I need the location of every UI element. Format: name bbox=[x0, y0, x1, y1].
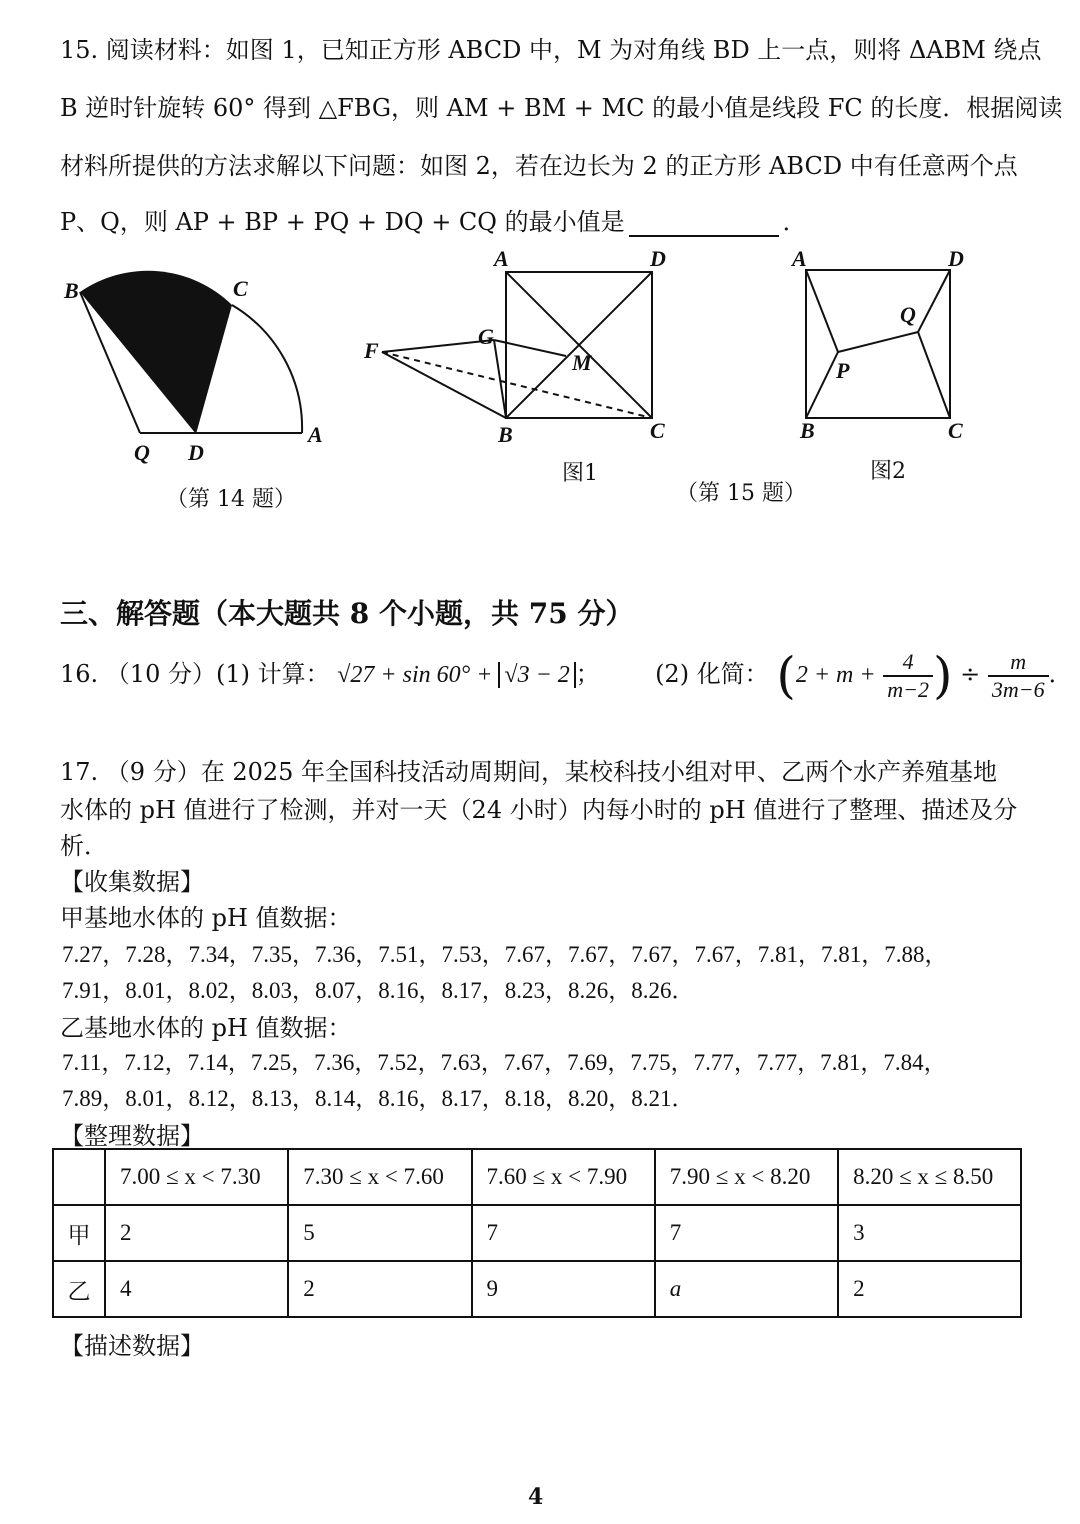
q16-fraction-2 bbox=[988, 649, 1049, 703]
segment-cq bbox=[918, 332, 950, 418]
table-cell: 7 bbox=[655, 1205, 838, 1261]
q16-f1-num: 4 bbox=[883, 649, 933, 677]
q16-fraction-1 bbox=[883, 649, 933, 703]
fig2-caption: 图2 bbox=[870, 459, 906, 484]
fig14-label-d: D bbox=[188, 440, 204, 465]
shaded-sector bbox=[80, 271, 232, 434]
fig1-label-m: M bbox=[572, 350, 592, 375]
q17-line1: 17. （9 分）在 2025 年全国科技活动周期间，某校科技小组对甲、乙两个水产养殖基地 bbox=[60, 758, 998, 786]
q16-expr: 2 + m + bbox=[795, 662, 876, 688]
yi-title: 乙基地水体的 pH 值数据： bbox=[60, 1014, 352, 1042]
figure-15-2 bbox=[796, 260, 966, 430]
figure-14 bbox=[60, 270, 350, 470]
q16-div: ÷ bbox=[960, 660, 981, 688]
table-cell: 2 bbox=[838, 1261, 1021, 1317]
q17-line3: 析． bbox=[60, 832, 108, 860]
q16-f2-num: m bbox=[988, 649, 1049, 677]
q16-abs: √3 − 2 bbox=[498, 662, 575, 688]
yi-data-line2: 7.89，8.01，8.12，8.13，8.14，8.16，8.17，8.18，8.20，8.21． bbox=[62, 1086, 695, 1111]
table-cell: 8.20 ≤ x ≤ 8.50 bbox=[838, 1149, 1021, 1205]
fig15-caption: （第 15 题） bbox=[676, 481, 806, 506]
fig14-label-c: C bbox=[233, 276, 248, 301]
segment-bp bbox=[806, 352, 838, 418]
segment-ap bbox=[806, 270, 838, 352]
q16-part1: √27 + sin 60° + bbox=[337, 662, 499, 688]
yi-data-line1: 7.11，7.12，7.14，7.25，7.36，7.52，7.63，7.67，7.69，7.75，7.77，7.77，7.81，7.84， bbox=[62, 1050, 947, 1075]
table-cell: 7.60 ≤ x < 7.90 bbox=[472, 1149, 655, 1205]
table-cell: 5 bbox=[288, 1205, 471, 1261]
q16-f1-den: m−2 bbox=[887, 676, 929, 702]
table-row bbox=[53, 1261, 1021, 1317]
q16-part1-end: ； bbox=[575, 660, 600, 688]
segment-fb bbox=[382, 352, 506, 418]
describe-heading: 【描述数据】 bbox=[60, 1332, 204, 1360]
q16: 16. （10 分）(1) 计算： √27 + sin 60° + √3 − 2 ； (2) 化简： (2 + m + $\frac{4}{m-2}$ ) ÷ $\frac{m}{3m-6}$ ． bbox=[60, 646, 1073, 705]
fig14-label-b: B bbox=[64, 278, 79, 303]
fig1-label-a: A bbox=[494, 246, 509, 271]
table-cell: 2 bbox=[288, 1261, 471, 1317]
table-cell: 3 bbox=[838, 1205, 1021, 1261]
q16-f2-den: 3m−6 bbox=[991, 676, 1045, 702]
q15-line2: B 逆时针旋转 60° 得到 △FBG，则 AM + BM + MC 的最小值是线段 FC 的长度．根据阅读 bbox=[60, 94, 1063, 122]
table-cell: 7.30 ≤ x < 7.60 bbox=[288, 1149, 471, 1205]
table-cell: 4 bbox=[105, 1261, 288, 1317]
table-cell: 7.90 ≤ x < 8.20 bbox=[655, 1149, 838, 1205]
jia-title: 甲基地水体的 pH 值数据： bbox=[60, 904, 352, 932]
table-cell bbox=[53, 1149, 105, 1205]
fig1-label-g: G bbox=[478, 324, 494, 349]
table-row bbox=[53, 1205, 1021, 1261]
fig2-label-q: Q bbox=[900, 302, 916, 327]
fig2-label-c: C bbox=[948, 418, 963, 443]
fig14-label-q: Q bbox=[134, 440, 150, 465]
q15-line3: 材料所提供的方法求解以下问题：如图 2，若在边长为 2 的正方形 ABCD 中有任意两个点 bbox=[60, 152, 1018, 180]
jia-data-line2: 7.91，8.01，8.02，8.03，8.07，8.16，8.17，8.23，8.26，8.26． bbox=[62, 978, 695, 1003]
segment-pq bbox=[838, 332, 918, 352]
q15-line4 bbox=[60, 202, 807, 237]
segment-dq bbox=[918, 270, 950, 332]
collect-heading: 【收集数据】 bbox=[60, 868, 204, 896]
fig1-caption: 图1 bbox=[562, 461, 598, 486]
fig1-label-c: C bbox=[650, 418, 665, 443]
table-cell: 乙 bbox=[53, 1261, 105, 1317]
figure-15-1 bbox=[370, 260, 680, 440]
segment-gm bbox=[494, 340, 566, 356]
q15-line4-text: P、Q，则 AP + BP + PQ + DQ + CQ 的最小值是 bbox=[60, 208, 625, 236]
page-number: 4 bbox=[528, 1484, 544, 1510]
fig1-label-f: F bbox=[364, 338, 379, 363]
fig1-label-d: D bbox=[650, 246, 666, 271]
arc-ca bbox=[232, 305, 302, 433]
jia-data-line1: 7.27，7.28，7.34，7.35，7.36，7.51，7.53，7.67，7.67，7.67，7.67，7.81，7.81，7.88， bbox=[62, 942, 948, 967]
fig2-label-d: D bbox=[948, 246, 964, 271]
fig2-label-a: A bbox=[792, 246, 807, 271]
table-cell: 9 bbox=[472, 1261, 655, 1317]
square-abcd-2 bbox=[806, 270, 950, 418]
answer-blank bbox=[629, 209, 779, 237]
fig1-label-b: B bbox=[498, 422, 513, 447]
fig14-label-a: A bbox=[308, 422, 323, 447]
fig2-label-b: B bbox=[800, 418, 815, 443]
q16-end: ． bbox=[1048, 660, 1073, 688]
fig2-label-p: P bbox=[836, 358, 850, 383]
q16-part2-head: (2) 化简： bbox=[655, 660, 769, 688]
fig14-caption: （第 14 题） bbox=[166, 487, 296, 512]
q16-head: 16. （10 分）(1) 计算： bbox=[60, 660, 330, 688]
table-cell: 7.00 ≤ x < 7.30 bbox=[105, 1149, 288, 1205]
frequency-table bbox=[52, 1148, 1022, 1318]
q17-line2: 水体的 pH 值进行了检测，并对一天（24 小时）内每小时的 pH 值进行了整理、描述及分 bbox=[60, 796, 1018, 824]
section-3-heading: 三、解答题（本大题共 8 个小题，共 75 分） bbox=[60, 597, 634, 630]
table-header-row bbox=[53, 1149, 1021, 1205]
q15-line1: 15. 阅读材料：如图 1，已知正方形 ABCD 中，M 为对角线 BD 上一点，则将 ΔABM 绕点 bbox=[60, 36, 1042, 64]
q15-line4-end: ． bbox=[782, 208, 807, 236]
organize-heading: 【整理数据】 bbox=[60, 1122, 204, 1150]
table-cell: 7 bbox=[472, 1205, 655, 1261]
table-cell: a bbox=[655, 1261, 838, 1317]
table-cell: 2 bbox=[105, 1205, 288, 1261]
table-cell: 甲 bbox=[53, 1205, 105, 1261]
segment-gb bbox=[494, 340, 506, 418]
